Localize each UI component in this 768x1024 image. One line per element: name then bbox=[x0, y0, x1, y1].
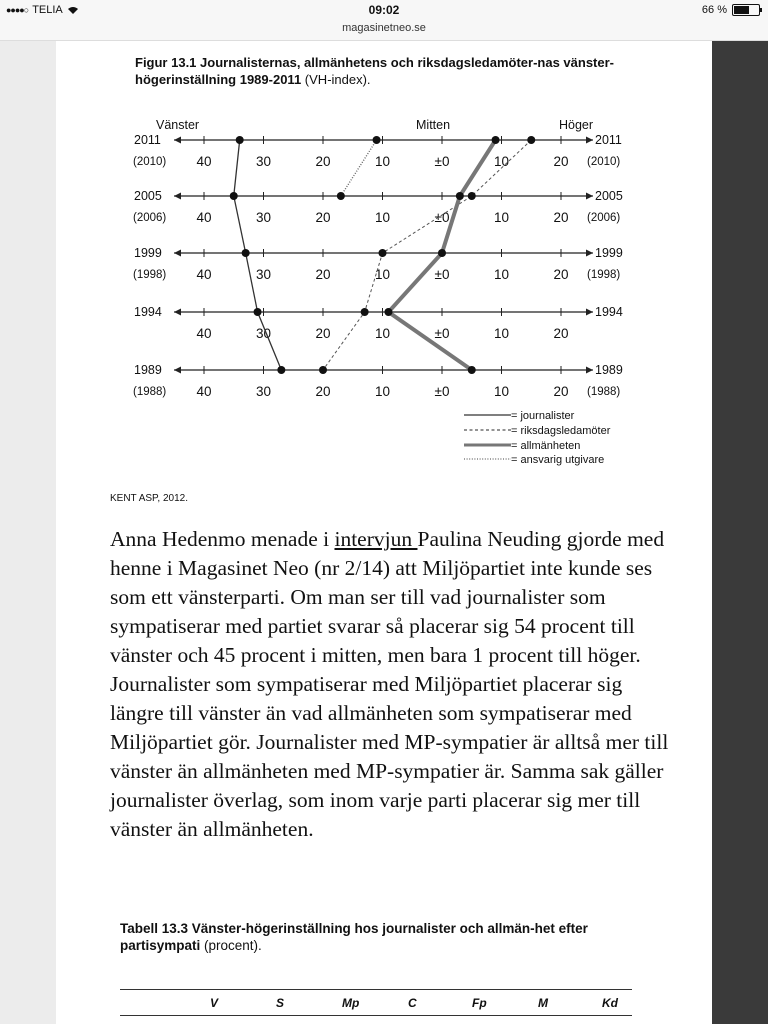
data-point-journalister bbox=[236, 136, 244, 144]
tick-label: 40 bbox=[196, 210, 212, 225]
tick-label: ±0 bbox=[434, 154, 450, 169]
clock: 09:02 bbox=[368, 3, 400, 17]
row-label-left: 1999 bbox=[134, 246, 162, 260]
row-sublabel-left: (1998) bbox=[133, 269, 167, 281]
vh-index-chart bbox=[56, 41, 712, 486]
data-point-allmänheten bbox=[456, 192, 464, 200]
axis-label-center: Mitten bbox=[416, 118, 451, 132]
data-point-journalister bbox=[277, 366, 285, 374]
arrow-right-icon bbox=[586, 309, 593, 316]
battery-level bbox=[734, 6, 749, 14]
data-point-riksdagsledamöter bbox=[527, 136, 535, 144]
table-column-kd: Kd bbox=[602, 996, 618, 1010]
table-title-bold: Tabell 13.3 Vänster-högerinställning hos journalister och allmän-het efter partisympati bbox=[120, 921, 588, 953]
table-column-mp: Mp bbox=[342, 996, 360, 1010]
article-text-after: Paulina Neuding gjorde med henne i Magasinet Neo (nr 2/14) att Miljöpartiet inte kunde ses som ett vänsterparti. Om man ser till vad journalister som sympatiserar med partiet svarar så placerar sig 54 procent till vänster och 45 procent i mitten, men bara 1 procent till höger. Journalister som sympatiserar med Miljöpartiet placerar sig längre till vänster än vad allmänheten som sympatiserar med Miljöpartiet gör. Journalister med MP-sympatier är alltså mer till vänster än allmänheten med MP-sympatier är. Samma sak gäller journalister överlag, som inom varje parti placerar sig mer till vänster än allmänheten. bbox=[110, 527, 669, 841]
row-label-left: 1994 bbox=[134, 305, 162, 319]
row-label-left: 2005 bbox=[134, 189, 162, 203]
tick-label: 30 bbox=[255, 210, 272, 225]
row-sublabel-left: (2006) bbox=[133, 212, 167, 224]
arrow-left-icon bbox=[174, 137, 181, 144]
figure-title-suffix: (VH-index). bbox=[301, 72, 371, 87]
row-sublabel-right: (2006) bbox=[587, 212, 621, 224]
article-text-before: Anna Hedenmo menade i bbox=[110, 527, 335, 551]
tick-label: 20 bbox=[553, 210, 569, 225]
arrow-left-icon bbox=[174, 193, 181, 200]
row-label-right: 1989 bbox=[595, 363, 623, 377]
tick-label: 10 bbox=[374, 210, 391, 225]
data-point-riksdagsledamöter bbox=[379, 249, 387, 257]
arrow-right-icon bbox=[586, 193, 593, 200]
tick-label: 10 bbox=[374, 326, 391, 341]
battery-percent: 66 % bbox=[701, 4, 727, 16]
tick-label: ±0 bbox=[434, 326, 450, 341]
row-label-left: 1989 bbox=[134, 363, 162, 377]
url-text[interactable]: magasinetneo.se bbox=[342, 22, 426, 34]
article-paragraph bbox=[110, 525, 670, 844]
tick-label: 40 bbox=[196, 384, 212, 399]
legend-label-ansvarig utgivare: = ansvarig utgivare bbox=[511, 454, 605, 466]
axis-label-left: Vänster bbox=[156, 118, 200, 132]
battery-icon bbox=[732, 4, 760, 16]
series-line-ansvarig utgivare bbox=[341, 140, 377, 196]
data-point-ansvarig utgivare bbox=[337, 192, 345, 200]
tick-label: 10 bbox=[493, 384, 510, 399]
status-bar bbox=[0, 0, 768, 22]
row-sublabel-right: (2010) bbox=[587, 156, 621, 168]
data-point-riksdagsledamöter bbox=[361, 308, 369, 316]
data-point-riksdagsledamöter bbox=[319, 366, 327, 374]
data-point-ansvarig utgivare bbox=[373, 136, 381, 144]
legend-label-riksdagsledamöter: = riksdagsledamöter bbox=[511, 425, 611, 437]
row-sublabel-left: (1988) bbox=[133, 386, 167, 398]
document-page bbox=[56, 41, 712, 1024]
row-label-right: 1999 bbox=[595, 246, 623, 260]
data-point-allmänheten bbox=[468, 366, 476, 374]
table-title-suffix: (procent). bbox=[200, 938, 262, 953]
carrier-label: TELIA bbox=[32, 4, 63, 16]
arrow-right-icon bbox=[586, 367, 593, 374]
tick-label: 20 bbox=[553, 267, 569, 282]
tick-label: 10 bbox=[374, 154, 391, 169]
tick-label: 20 bbox=[315, 210, 331, 225]
legend-label-allmänheten: = allmänheten bbox=[511, 440, 581, 452]
table-title bbox=[120, 920, 640, 954]
arrow-left-icon bbox=[174, 309, 181, 316]
table-column-c: C bbox=[408, 996, 417, 1010]
tick-label: 10 bbox=[493, 210, 510, 225]
data-point-journalister bbox=[242, 249, 250, 257]
page-margin-right bbox=[712, 41, 768, 1024]
tick-label: ±0 bbox=[434, 384, 450, 399]
tick-label: 10 bbox=[374, 267, 391, 282]
row-label-right: 1994 bbox=[595, 305, 623, 319]
arrow-right-icon bbox=[586, 250, 593, 257]
tick-label: 10 bbox=[493, 326, 510, 341]
row-sublabel-right: (1988) bbox=[587, 386, 621, 398]
figure-title-bold: Figur 13.1 Journalisternas, allmänhetens och riksdagsledamöter-nas vänster-högerinställning 1989-2011 bbox=[135, 55, 615, 87]
tick-label: 10 bbox=[493, 267, 510, 282]
table-column-fp: Fp bbox=[472, 996, 487, 1010]
tick-label: 10 bbox=[493, 154, 510, 169]
axis-label-right: Höger bbox=[559, 118, 594, 132]
tick-label: ±0 bbox=[434, 210, 450, 225]
tick-label: 20 bbox=[315, 384, 331, 399]
table-column-v: V bbox=[210, 996, 219, 1010]
tick-label: 20 bbox=[315, 326, 331, 341]
figure-credit: KENT ASP, 2012. bbox=[110, 493, 189, 504]
arrow-left-icon bbox=[174, 367, 181, 374]
tick-label: 30 bbox=[255, 384, 272, 399]
tick-label: 30 bbox=[255, 154, 272, 169]
tick-label: 20 bbox=[553, 326, 569, 341]
address-bar[interactable] bbox=[0, 22, 768, 41]
signal-icon: ●●●●○ bbox=[6, 5, 29, 15]
table-column-s: S bbox=[276, 996, 285, 1010]
table-column-m: M bbox=[538, 996, 548, 1010]
tick-label: 10 bbox=[374, 384, 391, 399]
tick-label: 20 bbox=[315, 267, 331, 282]
data-point-riksdagsledamöter bbox=[468, 192, 476, 200]
data-point-allmänheten bbox=[492, 136, 500, 144]
data-point-allmänheten bbox=[438, 249, 446, 257]
row-label-right: 2011 bbox=[595, 133, 622, 147]
tick-label: 40 bbox=[196, 267, 212, 282]
row-label-right: 2005 bbox=[595, 189, 623, 203]
interview-link[interactable]: intervjun bbox=[334, 527, 418, 551]
arrow-right-icon bbox=[586, 137, 593, 144]
tick-label: 20 bbox=[315, 154, 331, 169]
row-label-left: 2011 bbox=[134, 133, 161, 147]
tick-label: ±0 bbox=[434, 267, 450, 282]
data-point-journalister bbox=[230, 192, 238, 200]
tick-label: 30 bbox=[255, 326, 272, 341]
data-point-allmänheten bbox=[384, 308, 392, 316]
tick-label: 20 bbox=[553, 154, 569, 169]
row-sublabel-right: (1998) bbox=[587, 269, 621, 281]
arrow-left-icon bbox=[174, 250, 181, 257]
table-top-rule bbox=[120, 989, 632, 990]
tick-label: 40 bbox=[196, 326, 212, 341]
tick-label: 20 bbox=[553, 384, 569, 399]
tick-label: 30 bbox=[255, 267, 272, 282]
row-sublabel-left: (2010) bbox=[133, 156, 167, 168]
page-margin-left bbox=[0, 41, 56, 1024]
legend-label-journalister: = journalister bbox=[511, 410, 575, 422]
tick-label: 40 bbox=[196, 154, 212, 169]
table-header-rule bbox=[120, 1015, 632, 1016]
data-point-journalister bbox=[254, 308, 262, 316]
